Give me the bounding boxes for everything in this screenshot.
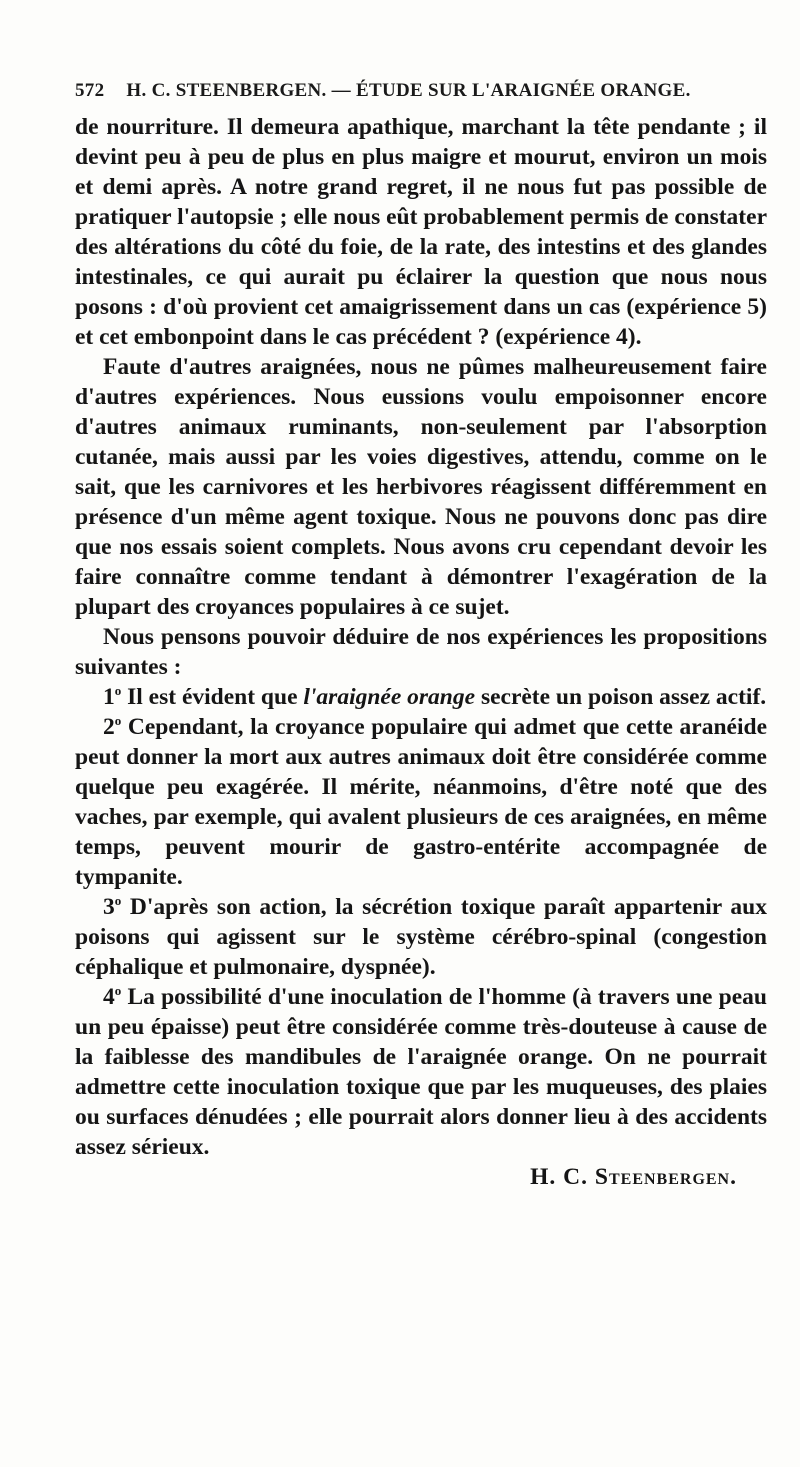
running-title: H. C. STEENBERGEN. — ÉTUDE SUR L'ARAIGNÉE ORANGE. — [126, 80, 691, 101]
paragraph-continuation: de nourriture. Il demeura apathique, marchant la tête pendante ; il devint peu à peu de plus en plus maigre et mourut, environ un mois et demi après. A notre grand regret, il ne nous fut pas possible de pratiquer l'autopsie ; elle nous eût probablement permis de constater des altérations du côté du foie, de la rate, des intestins et des glandes intestinales, ce qui aurait pu éclairer la question que nous nous posons : d'où provient cet amaigrissement dans un cas (expérience 5) et cet embonpoint dans le cas précédent ? (expérience 4). — [75, 114, 767, 350]
running-header — [75, 80, 715, 102]
author-signature: H. C. Steenbergen. — [530, 1164, 737, 1190]
proposition-1: 1$^o$ Il est évident que l'araignée orange secrète un poison assez actif. — [103, 683, 767, 710]
species-name: l'araignée orange — [303, 684, 476, 710]
proposition-3: 3$^o$ D'après son action, la sécrétion toxique paraît appartenir aux poisons qui agissent sur le système cérébro-spinal (congestion céphalique et pulmonaire, dyspnée). — [75, 893, 767, 980]
proposition-number: 1$^o$ — [103, 683, 122, 710]
paragraph-propositions-intro: Nous pensons pouvoir déduire de nos expériences les propositions suivantes : — [75, 624, 767, 680]
body-text — [75, 112, 767, 1192]
proposition-number: 2$^o$ — [103, 713, 122, 740]
page-number: 572 — [75, 80, 105, 101]
proposition-4: 4$^o$ La possibilité d'une inoculation de l'homme (à travers une peau un peu épaisse) peut être considérée comme très-douteuse à cause de la faiblesse des mandibules de l'araignée orange. On ne pourrait admettre cette inoculation toxique que par les muqueuses, des plaies ou surfaces dénudées ; elle pourrait alors donner lieu à des accidents assez sérieux. — [75, 983, 767, 1160]
proposition-number: 3$^o$ — [103, 893, 122, 920]
proposition-number: 4$^o$ — [103, 983, 122, 1010]
paragraph-experiments: Faute d'autres araignées, nous ne pûmes malheureusement faire d'autres expériences. Nous eussions voulu empoisonner encore d'autres animaux ruminants, non-seulement par l'absorption cutanée, mais aussi par les voies digestives, attendu, comme on le sait, que les carnivores et les herbivores réagissent différemment en présence d'un même agent toxique. Nous ne pouvons donc pas dire que nos essais soient complets. Nous avons cru cependant devoir les faire connaître comme tendant à démontrer l'exagération de la plupart des croyances populaires à ce sujet. — [75, 354, 767, 620]
proposition-2: 2$^o$ Cependant, la croyance populaire qui admet que cette aranéide peut donner la mort aux autres animaux doit être considérée comme quelque peu exagérée. Il mérite, néanmoins, d'être noté que des vaches, par exemple, qui avalent plusieurs de ces araignées, en même temps, peuvent mourir de gastro-entérite accompagnée de tympanite. — [75, 713, 767, 890]
